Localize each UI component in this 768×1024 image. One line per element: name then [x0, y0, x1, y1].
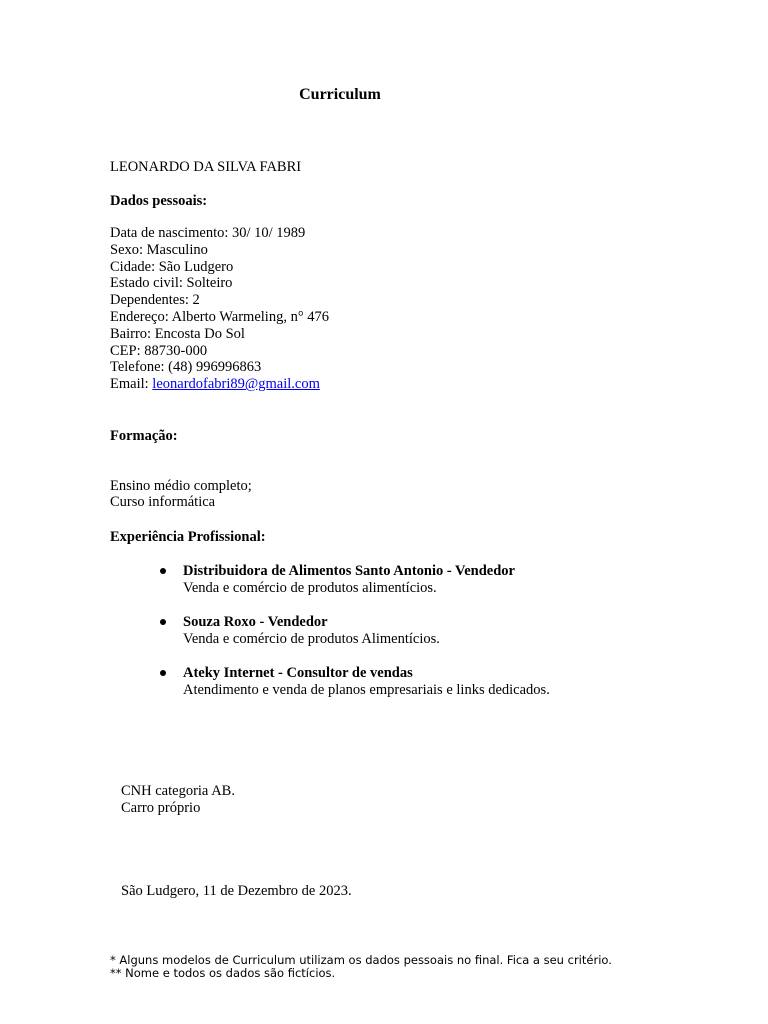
experience-desc-3: Atendimento e venda de planos empresariais e links dedicados.	[183, 682, 550, 698]
driver-license: CNH categoria AB.	[121, 783, 235, 799]
personal-data-heading: Dados pessoais:	[110, 193, 208, 209]
dependents: Dependentes: 2	[110, 292, 200, 309]
address: Endereço: Alberto Warmeling, n° 476	[110, 308, 329, 325]
experience-title-2: Souza Roxo - Vendedor	[183, 614, 328, 630]
footnote-1: * Alguns modelos de Curriculum utilizam os dados pessoais no final. Fica a seu critério.	[110, 953, 612, 967]
education-line-1: Ensino médio completo;	[110, 478, 252, 494]
bullet-icon	[160, 619, 166, 625]
city: Cidade: São Ludgero	[110, 258, 234, 275]
document-title: Curriculum	[299, 86, 381, 103]
email-label: Email:	[110, 376, 153, 393]
bullet-icon	[160, 670, 166, 676]
education-line-2: Curso informática	[110, 494, 216, 510]
date-location-line: São Ludgero, 11 de Dezembro de 2023.	[121, 883, 352, 899]
own-car: Carro próprio	[121, 800, 201, 816]
sex: Sexo: Masculino	[110, 241, 208, 258]
experience-heading: Experiência Profissional:	[110, 529, 266, 545]
personal-data-block	[110, 225, 329, 393]
civil-status: Estado civil: Solteiro	[110, 275, 233, 292]
email-row	[110, 376, 329, 393]
district: Bairro: Encosta Do Sol	[110, 325, 245, 342]
candidate-name: LEONARDO DA SILVA FABRI	[110, 159, 302, 175]
email-link[interactable]: leonardofabri89@gmail.com	[152, 376, 320, 393]
experience-desc-1: Venda e comércio de produtos alimentícios.	[183, 580, 437, 596]
birth-date: Data de nascimento: 30/ 10/ 1989	[110, 225, 306, 241]
experience-title-1: Distribuidora de Alimentos Santo Antonio - Vendedor	[183, 563, 515, 579]
bullet-icon	[160, 568, 166, 574]
experience-desc-2: Venda e comércio de produtos Alimentícios.	[183, 631, 440, 647]
postal-code: CEP: 88730-000	[110, 342, 208, 359]
education-heading: Formação:	[110, 428, 178, 444]
footnote-2: ** Nome e todos os dados são fictícios.	[110, 966, 336, 980]
phone: Telefone: (48) 996996863	[110, 359, 262, 376]
experience-title-3: Ateky Internet - Consultor de vendas	[183, 665, 413, 681]
